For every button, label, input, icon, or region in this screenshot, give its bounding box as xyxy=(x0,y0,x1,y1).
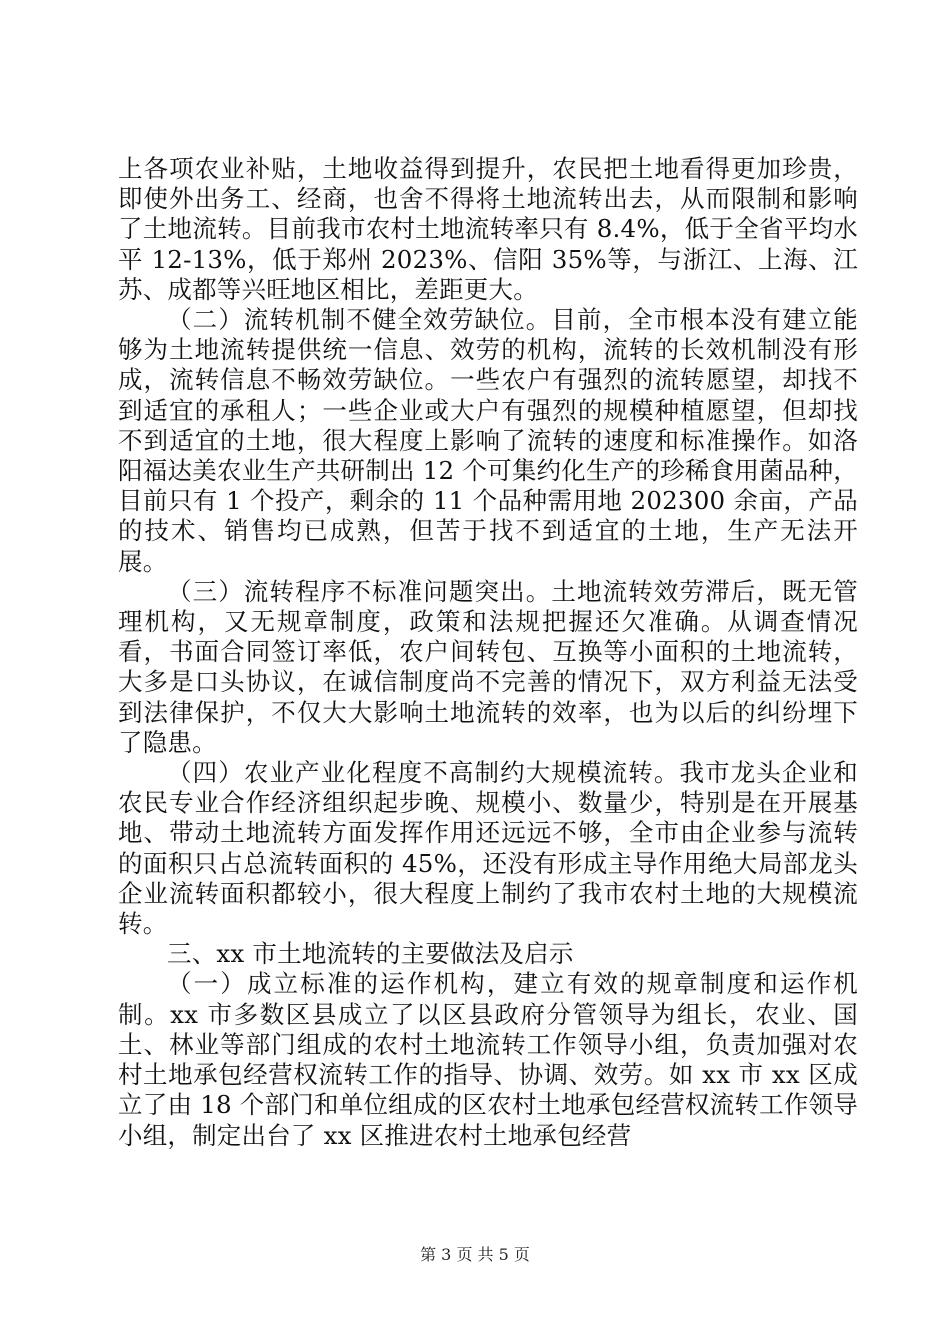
paragraph-2: （二）流转机制不健全效劳缺位。目前，全市根本没有建立能够为土地流转提供统一信息、效劳的机构，流转的长效机制没有形成，流转信息不畅效劳缺位。一些农户有强烈的流转愿望，却找不到适宜的承租人；一些企业或大户有强烈的规模种植愿望，但却找不到适宜的土地，很大程度上影响了流转的速度和标准操作。如洛阳福达美农业生产共研制出 12 个可集约化生产的珍稀食用菌品种，目前只有 1 个投产，剩余的 11 个品种需用地 202300 余亩，产品的技术、销售均已成熟，但苦于找不到适宜的土地，生产无法开展。 xyxy=(118,305,858,576)
paragraph-4: （四）农业产业化程度不高制约大规模流转。我市龙头企业和农民专业合作经济组织起步晚、规模小、数量少，特别是在开展基地、带动土地流转方面发挥作用还远远不够，全市由企业参与流转的面积只占总流转面积的 45%，还没有形成主导作用绝大局部龙头企业流转面积都较小，很大程度上制约了我市农村土地的大规模流转。 xyxy=(118,758,858,939)
paragraph-5: （一）成立标准的运作机构，建立有效的规章制度和运作机制。xx 市多数区县成立了以区县政府分管领导为组长，农业、国土、林业等部门组成的农村土地流转工作领导小组，负责加强对农村土地承包经营权流转工作的指导、协调、效劳。如 xx 市 xx 区成立了由 18 个部门和单位组成的区农村土地承包经营权流转工作领导小组，制定出台了 xx 区推进农村土地承包经营 xyxy=(118,969,858,1150)
page-number-footer: 第 3 页 共 5 页 xyxy=(420,1245,530,1264)
paragraph-1: 上各项农业补贴，土地收益得到提升，农民把土地看得更加珍贵，即使外出务工、经商，也舍不得将土地流转出去，从而限制和影响了土地流转。目前我市农村土地流转率只有 8.4%，低于全省平均水平 12-13%，低于郑州 2023%、信阳 35%等，与浙江、上海、江苏、成都等兴旺地区相比，差距更大。 xyxy=(118,154,858,304)
section-heading: 三、xx 市土地流转的主要做法及启示 xyxy=(167,939,574,969)
document-body xyxy=(118,154,858,1151)
paragraph-3: （三）流转程序不标准问题突出。土地流转效劳滞后，既无管理机构，又无规章制度，政策和法规把握还欠准确。从调查情况看，书面合同签订率低，农户间转包、互换等小面积的土地流转，大多是口头协议，在诚信制度尚不完善的情况下，双方利益无法受到法律保护，不仅大大影响土地流转的效率，也为以后的纠纷埋下了隐患。 xyxy=(118,576,858,757)
